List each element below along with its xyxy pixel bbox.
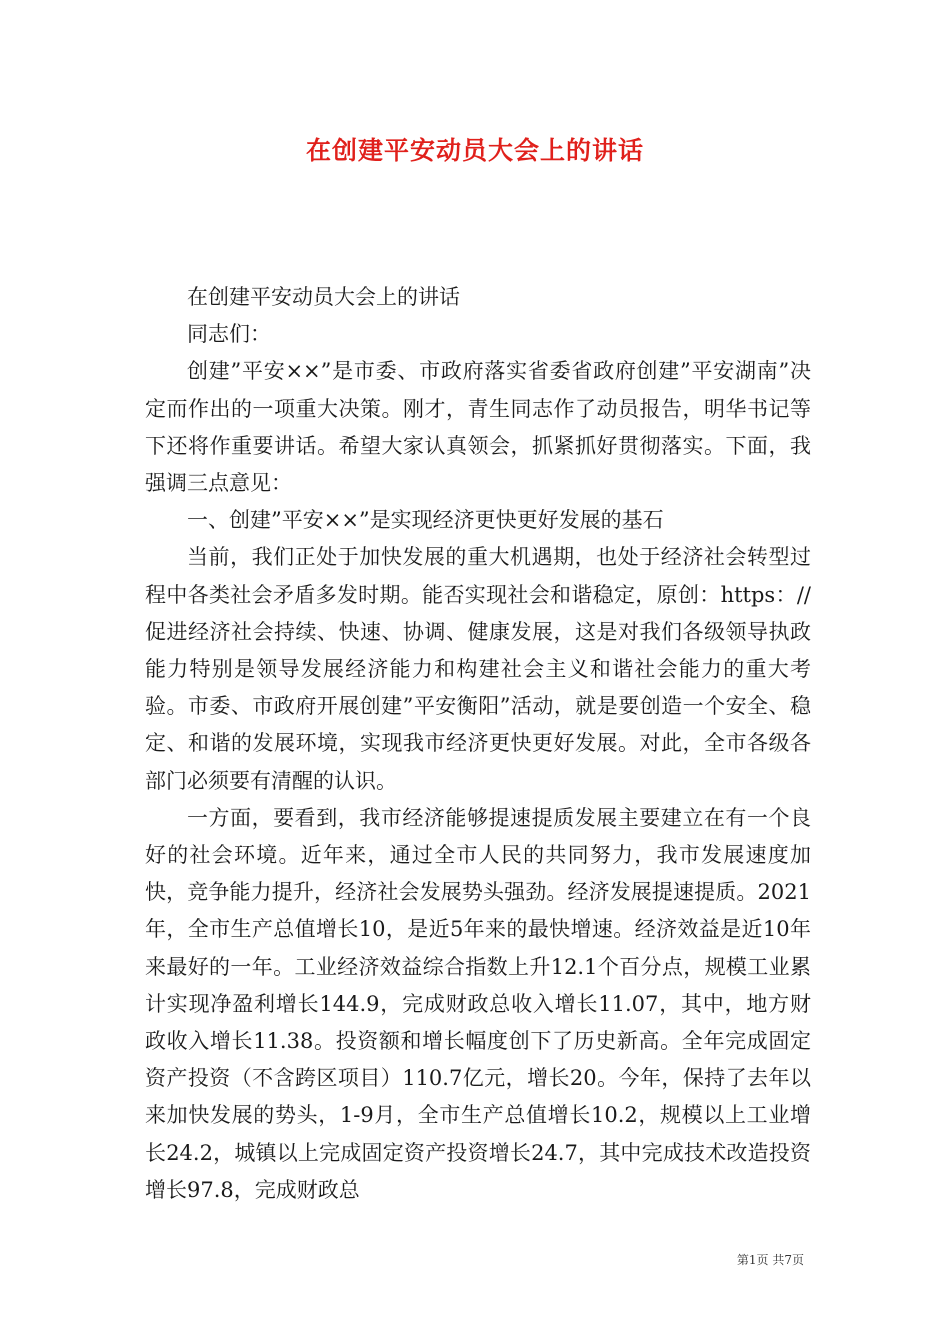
page-number-footer: 第1页 共7页: [736, 1253, 804, 1267]
section-heading: 一、创建”平安××”是实现经济更快更好发展的基石: [187, 508, 664, 533]
body-paragraph: 创建”平安××”是市委、市政府落实省委省政府创建”平安湖南”决定而作出的一项重大决策。刚才，青生同志作了动员报告，明华书记等下还将作重要讲话。希望大家认真领会，抓紧抓好贯彻落实。下面，我强调三点意见：: [145, 359, 811, 496]
document-body: [145, 279, 811, 1209]
document-title: 在创建平安动员大会上的讲话: [305, 136, 644, 165]
body-paragraph: 当前，我们正处于加快发展的重大机遇期，也处于经济社会转型过程中各类社会矛盾多发时期。能否实现社会和谐稳定，原创：https：//促进经济社会持续、快速、协调、健康发展，这是对我们各级领导执政能力特别是领导发展经济能力和构建社会主义和谐社会能力的重大考验。市委、市政府开展创建”平安衡阳”活动，就是要创造一个安全、稳定、和谐的发展环境，实现我市经济更快更好发展。对此，全市各级各部门必须要有清醒的认识。: [145, 545, 811, 793]
body-paragraph-salutation: 同志们：: [187, 322, 271, 347]
body-paragraph: 一方面，要看到，我市经济能够提速提质发展主要建立在有一个良好的社会环境。近年来，通过全市人民的共同努力，我市发展速度加快，竞争能力提升，经济社会发展势头强劲。经济发展提速提质。2021年，全市生产总值增长10，是近5年来的最快增速。经济效益是近10年来最好的一年。工业经济效益综合指数上升12.1个百分点，规模工业累计实现净盈利增长144.9，完成财政总收入增长11.07，其中，地方财政收入增长11.38。投资额和增长幅度创下了历史新高。全年完成固定资产投资（不含跨区项目）110.7亿元，增长20。今年，保持了去年以来加快发展的势头，1-9月，全市生产总值增长10.2，规模以上工业增长24.2，城镇以上完成固定资产投资增长24.7，其中完成技术改造投资增长97.8，完成财政总: [145, 805, 811, 1202]
body-paragraph-heading: 在创建平安动员大会上的讲话: [187, 285, 460, 309]
